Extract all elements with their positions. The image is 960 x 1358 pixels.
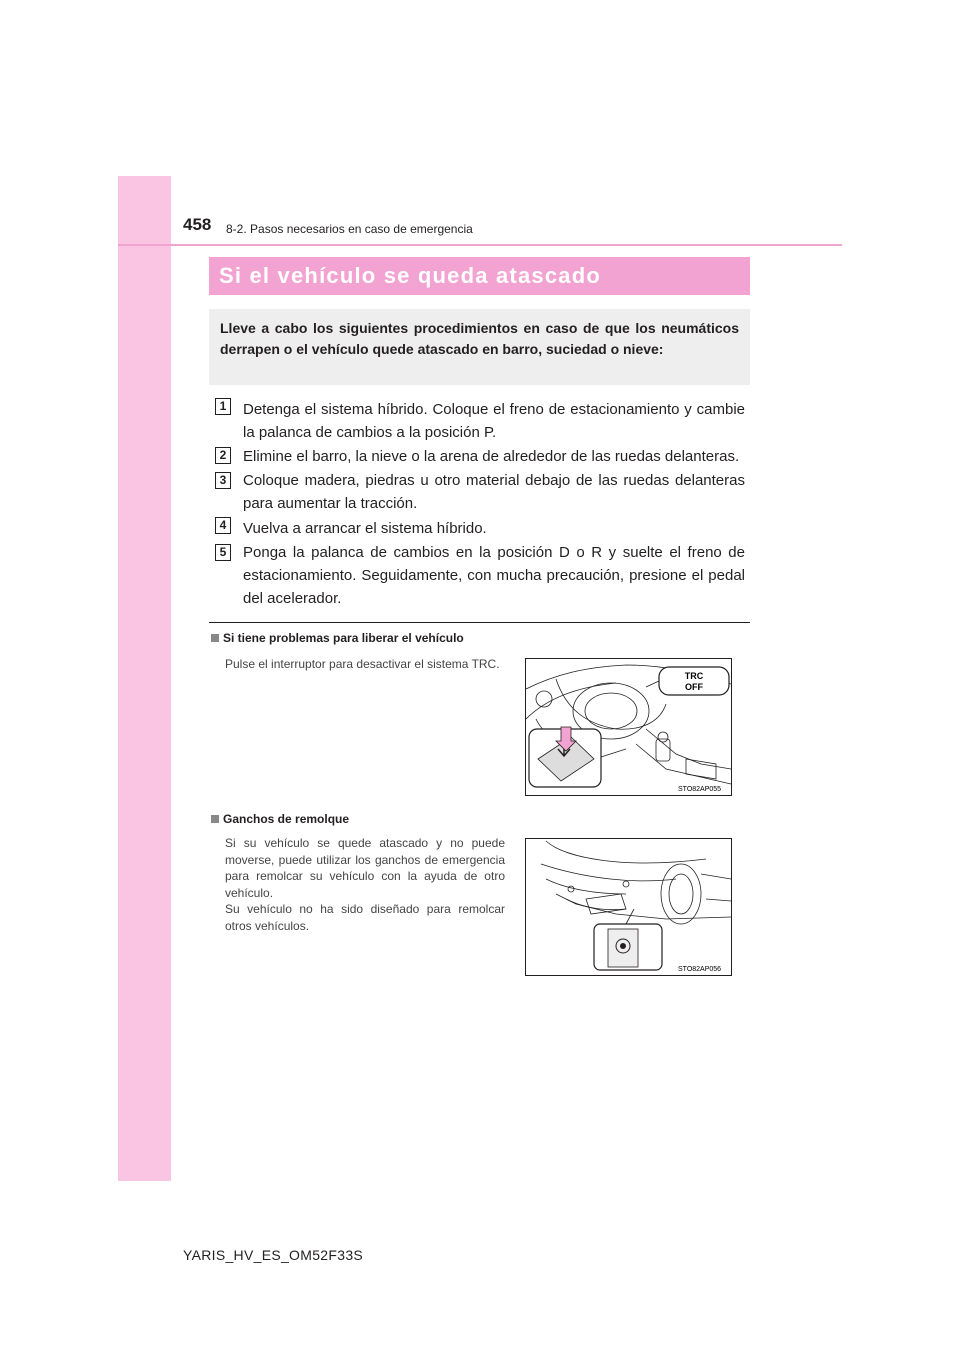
bullet-square-icon: [211, 815, 219, 823]
step-text-4: Vuelva a arrancar el sistema híbrido.: [243, 520, 487, 537]
header-rule: [118, 244, 842, 246]
trc-subheading: Si tiene problemas para liberar el vehículo: [211, 631, 464, 645]
page-title: Si el vehículo se queda atascado: [209, 257, 750, 295]
trc-instruction: Pulse el interruptor para desactivar el sistema TRC.: [225, 657, 500, 671]
trc-off-figure: [525, 658, 732, 796]
side-tab-band: [118, 176, 171, 1181]
footer-code: YARIS_HV_ES_OM52F33S: [183, 1247, 364, 1263]
step-number-3: 3: [215, 472, 231, 489]
tow-hook-figure: [525, 838, 732, 976]
page-number: 458: [183, 215, 212, 234]
step-number-5: 5: [215, 544, 231, 561]
intro-box: Lleve a cabo los siguientes procedimientos en caso de que los neumáticos derrapen o el vehículo quede atascado en barro, suciedad o nieve:: [209, 309, 750, 385]
step-text-5: Ponga la palanca de cambios en la posición D o R y suelte el freno de estacionamiento. Seguidamente, con mucha precaución, presione el pedal del acelerador.: [243, 544, 745, 607]
rear-underbody-illustration: [526, 839, 731, 975]
step-number-2: 2: [215, 447, 231, 464]
step-text-3: Coloque madera, piedras u otro material debajo de las ruedas delanteras para aumentar la tracción.: [243, 472, 745, 512]
section-divider: [209, 622, 750, 623]
trc-figure-code: STO82AP055: [678, 786, 722, 793]
step-text-2: Elimine el barro, la nieve o la arena de alrededor de las ruedas delanteras.: [243, 448, 740, 465]
step-number-1: 1: [215, 398, 231, 415]
trc-label-line1: TRC: [684, 671, 704, 681]
trc-label-line2: OFF: [685, 682, 703, 692]
dashboard-illustration: [526, 659, 731, 795]
section-label: 8-2. Pasos necesarios en caso de emergencia: [226, 222, 473, 236]
step-number-4: 4: [215, 517, 231, 534]
step-text-1: Detenga el sistema híbrido. Coloque el freno de estacionamiento y cambie la palanca de cambios a la posición P.: [243, 401, 745, 441]
bullet-square-icon: [211, 634, 219, 642]
tow-hooks-text: Si su vehículo se quede atascado y no puede moverse, puede utilizar los ganchos de emergencia para remolcar su vehículo con la ayuda de otro vehículo. Su vehículo no ha sido diseñado para remolcar otros vehículos.: [225, 836, 505, 933]
tow-figure-code: STO82AP056: [678, 966, 722, 973]
tow-hooks-subheading: Ganchos de remolque: [211, 812, 349, 826]
